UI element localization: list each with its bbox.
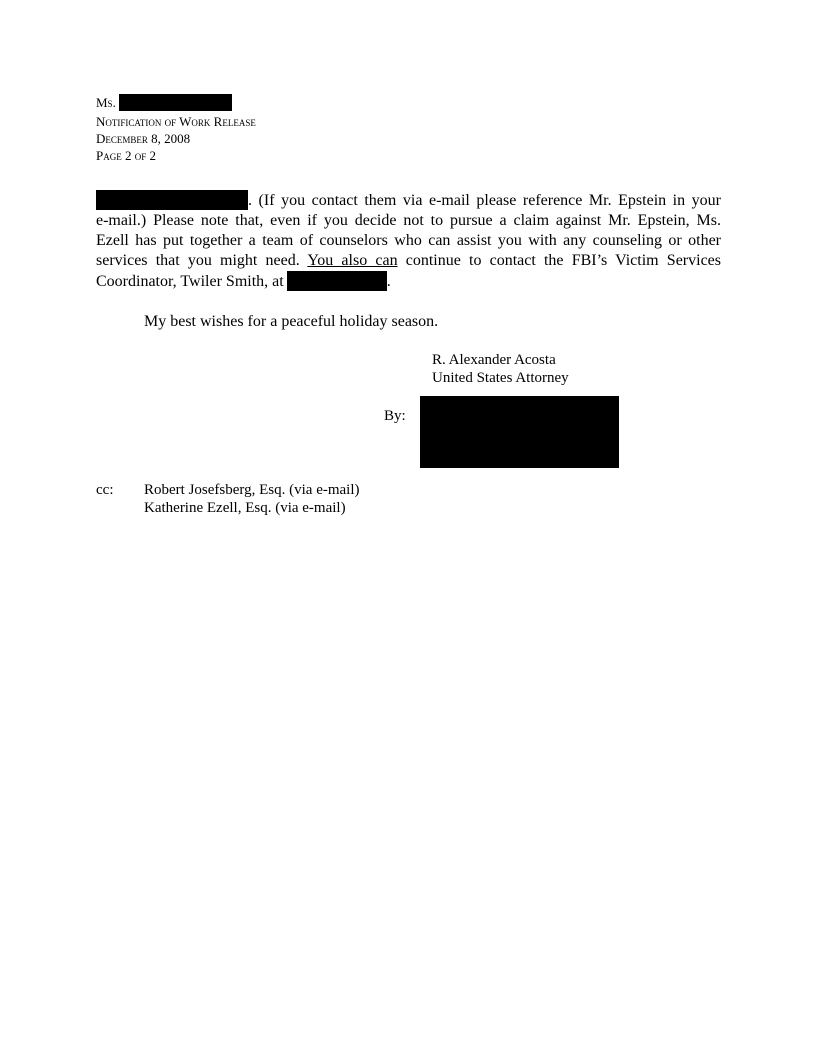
recipient-prefix: Ms. <box>96 95 116 110</box>
page-number-line: Page 2 of 2 <box>96 147 156 163</box>
cc-recipient: Robert Josefsberg, Esq. (via e-mail) <box>144 482 360 498</box>
recipient-line <box>96 94 256 113</box>
body-line-4-underlined: You also can <box>307 252 398 269</box>
body-paragraph <box>96 190 721 292</box>
body-line-2: e-mail.) Please note that, even if you decide not to pursue a claim against Mr. Epstein, Ms. <box>96 212 721 229</box>
body-line-4-end: continue to contact the FBI’s Victim Services <box>397 252 721 269</box>
by-label: By: <box>384 408 406 424</box>
redacted-recipient-name <box>119 94 232 111</box>
cc-label: cc: <box>96 482 114 498</box>
redacted-signature <box>420 396 619 468</box>
cc-recipient: Katherine Ezell, Esq. (via e-mail) <box>144 500 346 516</box>
redacted-contact-info <box>96 190 248 210</box>
body-line-1 <box>96 190 721 211</box>
body-line-4-start: services that you might need. <box>96 252 308 269</box>
cc-recipient-list <box>144 481 360 517</box>
signer-name: R. Alexander Acosta <box>432 352 556 368</box>
body-line-3: Ezell has put together a team of counselors who can assist you with any counseling or other <box>96 232 721 249</box>
closing-wishes: My best wishes for a peaceful holiday season. <box>144 313 439 330</box>
signer-title: United States Attorney <box>432 370 569 386</box>
date-line: December 8, 2008 <box>96 130 191 146</box>
redacted-phone-number <box>287 271 387 291</box>
body-line-5-period: . <box>386 273 391 290</box>
body-line-1-text: . (If you contact them via e-mail please reference Mr. Epstein in your <box>248 192 721 209</box>
signature-block <box>432 351 569 387</box>
subject-line: Notification of Work Release <box>96 113 256 129</box>
body-line-4 <box>96 251 721 271</box>
body-line-5-text: Coordinator, Twiler Smith, at <box>96 273 284 290</box>
letter-header <box>96 94 256 164</box>
body-line-5 <box>96 271 721 292</box>
